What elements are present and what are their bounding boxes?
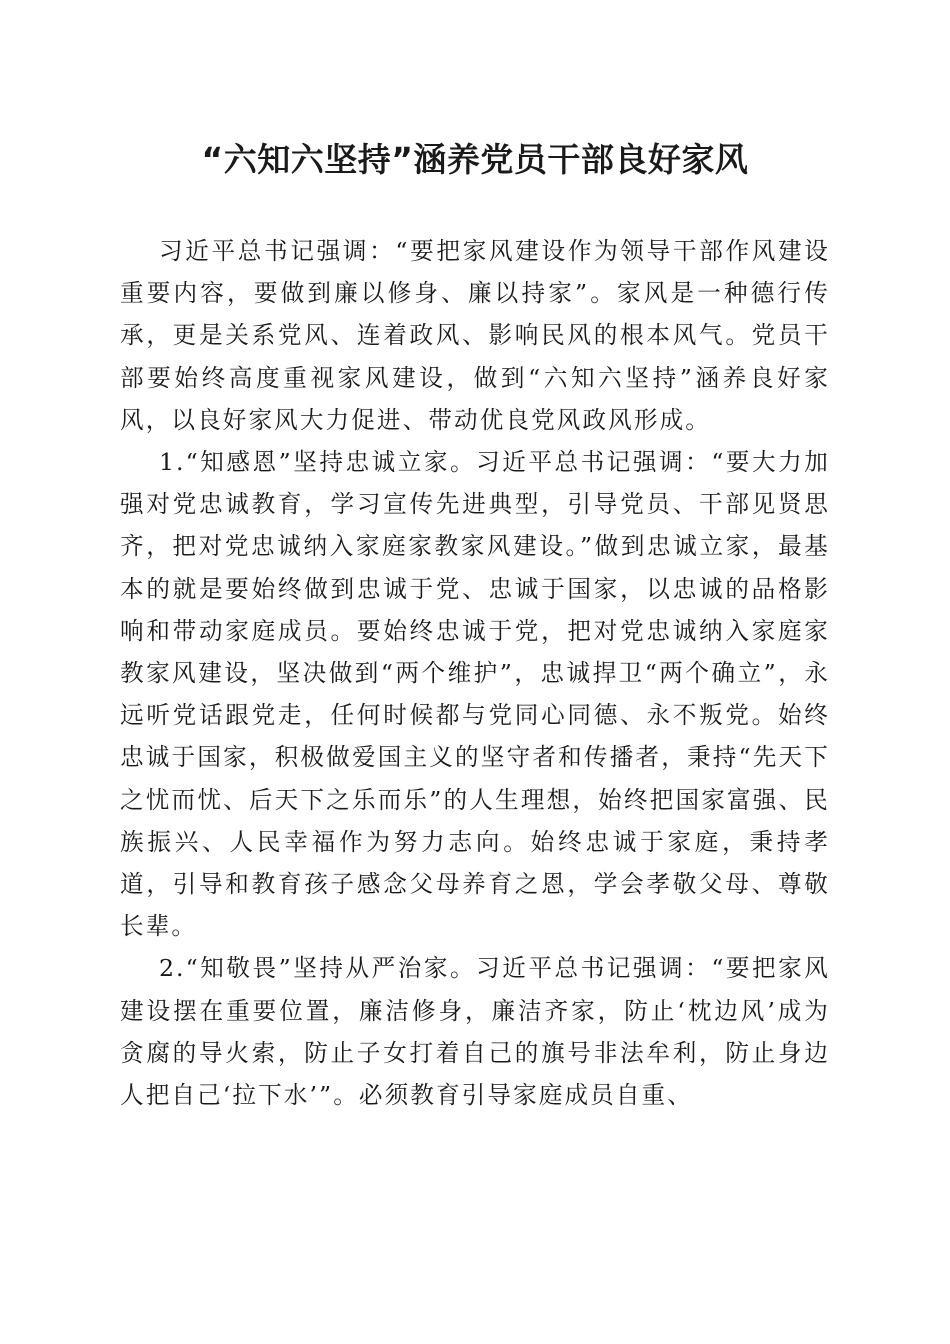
document-body [120, 230, 830, 1116]
paragraph-intro: 习近平总书记强调：“要把家风建设作为领导干部作风建设重要内容，要做到廉以修身、廉以持家”。家风是一种德行传承，更是关系党风、连着政风、影响民风的根本风气。党员干部要始终高度重视家风建设，做到“六知六坚持”涵养良好家风，以良好家风大力促进、带动优良党风政风形成。 [120, 237, 830, 434]
paragraph-section-1: 1.“知感恩”坚持忠诚立家。习近平总书记强调：“要大力加强对党忠诚教育，学习宣传先进典型，引导党员、干部见贤思齐，把对党忠诚纳入家庭家教家风建设。”做到忠诚立家，最基本的就是要始终做到忠诚于党、忠诚于国家，以忠诚的品格影响和带动家庭成员。要始终忠诚于党，把对党忠诚纳入家庭家教家风建设，坚决做到“两个维护”，忠诚捍卫“两个确立”，永远听党话跟党走，任何时候都与党同心同德、永不叛党。始终忠诚于国家，积极做爱国主义的坚守者和传播者，秉持“先天下之忧而忧、后天下之乐而乐”的人生理想，始终把国家富强、民族振兴、人民幸福作为努力志向。始终忠诚于家庭，秉持孝道，引导和教育孩子感念父母养育之恩，学会孝敬父母、尊敬长辈。 [120, 448, 830, 941]
document-title: “六知六坚持”涵养党员干部良好家风 [201, 140, 749, 179]
paragraph-section-2: 2.“知敬畏”坚持从严治家。习近平总书记强调：“要把家风建设摆在重要位置，廉洁修身，廉洁齐家，防止‘枕边风’成为贪腐的导火索，防止子女打着自己的旗号非法牟利，防止身边人把自己‘拉下水’”。必须教育引导家庭成员自重、 [120, 954, 830, 1110]
